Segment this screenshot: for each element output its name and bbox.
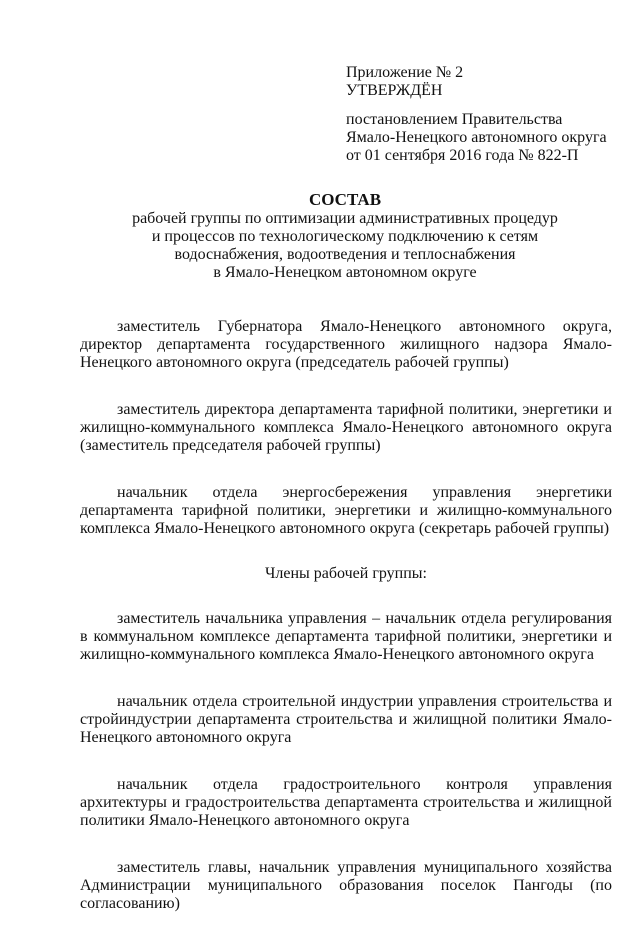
member-item: заместитель главы, начальник управления муниципального хозяйства Администрации муниципального образования поселок Пангоды (по согласованию) — [80, 859, 612, 912]
subtitle-line: рабочей группы по оптимизации административных процедур — [132, 210, 558, 227]
document-title: СОСТАВ — [308, 190, 382, 209]
member-chairman: заместитель Губернатора Ямало-Ненецкого автономного округа, директор департамента государственного жилищного надзора Ямало-Ненецкого автономного округа (председатель рабочей группы) — [80, 318, 612, 371]
member-item: начальник отдела строительной индустрии управления строительства и стройиндустрии департамента строительства и жилищной политики Ямало-Ненецкого автономного округа — [80, 693, 612, 746]
approval-block — [346, 64, 607, 165]
decree-line: Ямало-Ненецкого автономного округа — [346, 129, 607, 146]
subtitle-line: в Ямало-Ненецком автономном округе — [213, 264, 477, 281]
member-deputy-chairman: заместитель директора департамента тарифной политики, энергетики и жилищно-коммунального комплекса Ямало-Ненецкого автономного округа (заместитель председателя рабочей группы) — [80, 401, 612, 454]
subtitle-line: и процессов по технологическому подключению к сетям — [151, 228, 539, 245]
group-composition — [80, 318, 612, 942]
member-item: заместитель начальника управления – начальник отдела регулирования в коммунальном комплексе департамента тарифной политики, энергетики и жилищно-коммунального комплекса Ямало-Ненецкого автономного округа — [80, 610, 612, 663]
member-secretary: начальник отдела энергосбережения управления энергетики департамента тарифной политики, энергетики и жилищно-коммунального комплекса Ямало-Ненецкого автономного округа (секретарь рабочей группы) — [80, 484, 612, 537]
appendix-number: Приложение № 2 — [346, 64, 464, 81]
decree-line: постановлением Правительства — [346, 111, 563, 128]
members-section-title: Члены рабочей группы: — [264, 565, 427, 582]
decree-line: от 01 сентября 2016 года № 822-П — [346, 147, 579, 164]
member-item: начальник отдела градостроительного контроля управления архитектуры и градостроительства департамента строительства и жилищной политики Ямало-Ненецкого автономного округа — [80, 776, 612, 829]
subtitle-line: водоснабжения, водоотведения и теплоснабжения — [174, 246, 516, 263]
document-heading — [80, 190, 610, 282]
approved-stamp: УТВЕРЖДЁН — [346, 82, 443, 99]
